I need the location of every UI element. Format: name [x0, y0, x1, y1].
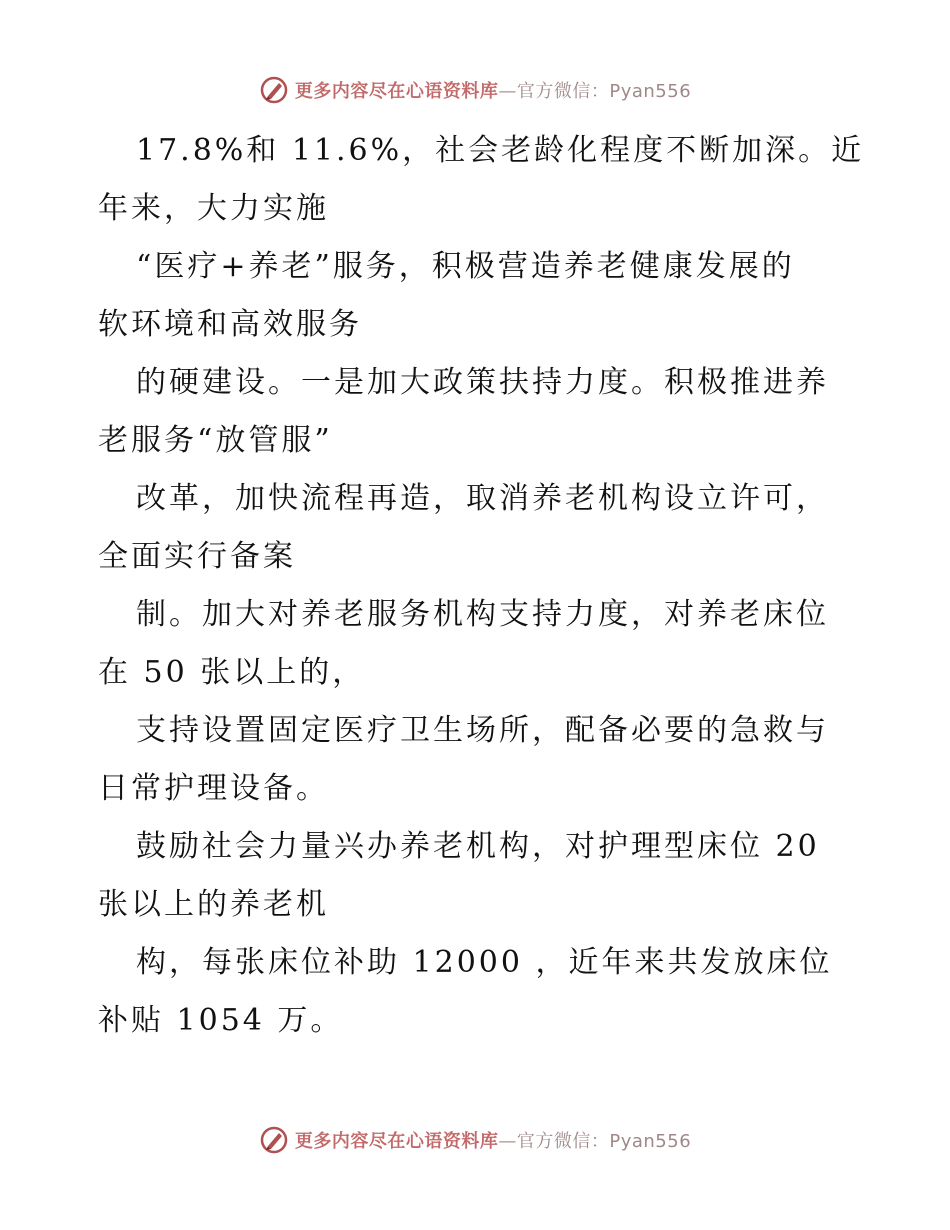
body-line: 年来，大力实施	[98, 191, 329, 226]
header-watermark-text	[295, 77, 691, 103]
body-line: 鼓励社会力量兴办养老机构，对护理型床位 20	[136, 829, 820, 864]
watermark-official-text: 官方微信：Pyan556	[516, 1131, 692, 1152]
body-line: 构，每张床位补助 12000 ，近年来共发放床位	[136, 945, 833, 980]
body-line: 老服务“放管服”	[98, 423, 333, 458]
watermark-separator: —	[498, 81, 517, 102]
pen-logo-icon	[259, 1125, 289, 1155]
footer-watermark-text	[295, 1127, 691, 1153]
watermark-main-text: 更多内容尽在心语资料库	[294, 81, 499, 102]
body-line: 补贴 1054 万。	[98, 1003, 344, 1038]
body-line: 17.8%和 11.6%，社会老龄化程度不断加深。近	[136, 133, 865, 168]
body-line: 张以上的养老机	[98, 887, 329, 922]
body-line: 支持设置固定医疗卫生场所，配备必要的急救与	[136, 713, 829, 748]
body-line: 软环境和高效服务	[98, 307, 362, 342]
body-line: 全面实行备案	[98, 539, 296, 574]
watermark-main-text: 更多内容尽在心语资料库	[294, 1131, 499, 1152]
watermark-official-text: 官方微信：Pyan556	[516, 81, 692, 102]
body-line: 的硬建设。一是加大政策扶持力度。积极推进养	[136, 365, 829, 400]
header-watermark	[0, 70, 950, 110]
document-body	[98, 122, 865, 1050]
pen-logo-icon	[259, 75, 289, 105]
watermark-separator: —	[498, 1131, 517, 1152]
footer-watermark	[0, 1120, 950, 1160]
body-line: 在 50 张以上的，	[98, 655, 366, 690]
footer-watermark-inner	[259, 1125, 691, 1155]
header-watermark-inner	[259, 75, 691, 105]
body-line: “医疗+养老”服务，积极营造养老健康发展的	[136, 249, 795, 284]
body-line: 制。加大对养老服务机构支持力度，对养老床位	[136, 597, 829, 632]
body-line: 改革，加快流程再造，取消养老机构设立许可，	[136, 481, 829, 516]
body-line: 日常护理设备。	[98, 771, 329, 806]
